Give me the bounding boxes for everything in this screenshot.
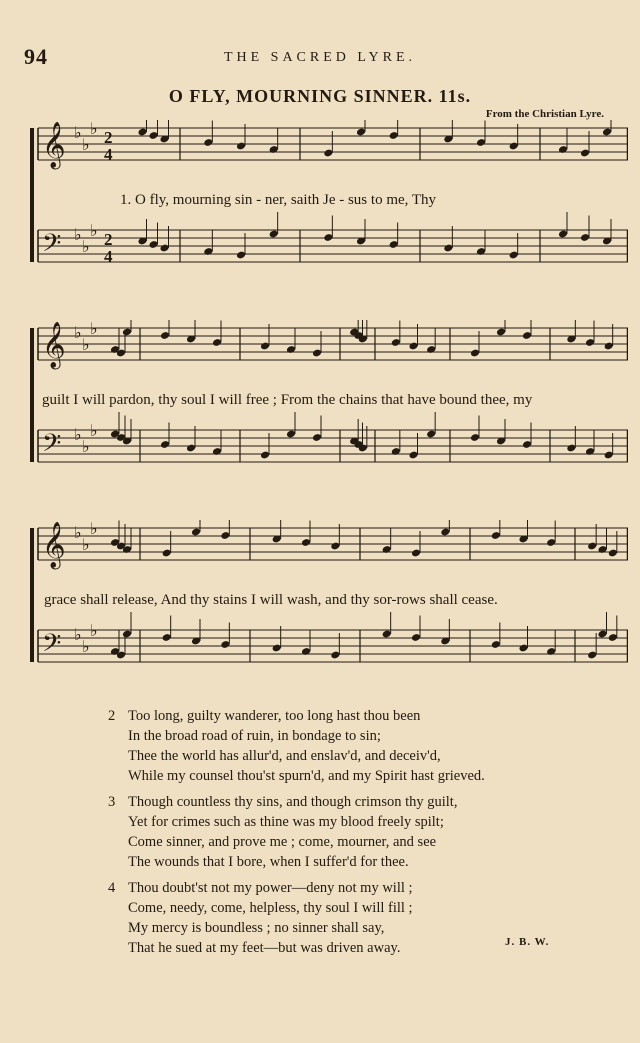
music-system-2 [30, 320, 628, 480]
treble-clef-icon: 𝄞 [42, 322, 66, 368]
stanza-line: Come, needy, come, helpless, thy soul I will fill ; [128, 900, 413, 916]
author-initials: J. B. W. [505, 936, 550, 948]
time-signature-top: 2 [104, 230, 113, 249]
tune-source: From the Christian Lyre. [485, 108, 604, 120]
stanza-line: That he sued at my feet—but was driven away. [128, 940, 401, 956]
stanza-line: Come sinner, and prove me ; come, mourner, and see [128, 834, 437, 850]
flat-icon: ♭ [74, 225, 82, 244]
stanza-number: 3 [108, 794, 116, 810]
lyric-line-1: 1. O fly, mourning sin - ner, saith Je - sus to me, Thy [120, 192, 437, 208]
stanza-4 [108, 878, 628, 958]
stanza-line: Yet for crimes such as thine was my blood freely spilt; [128, 814, 444, 830]
flat-icon: ♭ [82, 437, 90, 456]
time-signature-bottom: 4 [104, 247, 113, 266]
flat-icon: ♭ [74, 425, 82, 444]
flat-icon: ♭ [90, 621, 98, 640]
system-bracket [30, 128, 34, 262]
system-bracket [30, 528, 34, 662]
stanza-line: In the broad road of ruin, in bondage to sin; [128, 728, 381, 744]
time-signature-bottom: 4 [104, 145, 113, 164]
lyric-line-2: guilt I will pardon, thy soul I will free ; From the chains that have bound thee, my [42, 392, 533, 408]
flat-icon: ♭ [82, 237, 90, 256]
system-bracket [30, 328, 34, 462]
flat-icon: ♭ [82, 135, 90, 154]
stanza-line: Though countless thy sins, and though crimson thy guilt, [128, 794, 458, 810]
flat-icon: ♭ [90, 520, 98, 538]
flat-icon: ♭ [90, 221, 98, 240]
flat-icon: ♭ [90, 421, 98, 440]
flat-icon: ♭ [90, 120, 98, 138]
flat-icon: ♭ [74, 123, 82, 142]
bass-clef-icon: 𝄢 [42, 629, 62, 664]
flat-icon: ♭ [82, 637, 90, 656]
music-system-1 [30, 120, 628, 280]
flat-icon: ♭ [74, 323, 82, 342]
stanza-number: 2 [108, 708, 116, 724]
stanza-line: Too long, guilty wanderer, too long hast thou been [128, 708, 421, 724]
treble-clef-icon: 𝄞 [42, 522, 66, 568]
hymn-title: O FLY, MOURNING SINNER. 11s. [168, 86, 472, 106]
stanza-line: Thee the world has allur'd, and enslav'd, and deceiv'd, [128, 748, 441, 764]
stanza-line: My mercy is boundless ; no sinner shall say, [128, 920, 385, 936]
stanza-line: The wounds that I bore, when I suffer'd for thee. [128, 854, 409, 870]
lyric-line-3: grace shall release, And thy stains I will wash, and thy sor-rows shall cease. [44, 592, 498, 608]
flat-icon: ♭ [74, 523, 82, 542]
running-head: THE SACRED LYRE. [223, 50, 417, 65]
treble-clef-icon: 𝄞 [42, 122, 66, 168]
stanza-3 [108, 792, 628, 872]
bass-clef-icon: 𝄢 [42, 429, 62, 464]
page-number: 94 [24, 44, 48, 69]
flat-icon: ♭ [82, 535, 90, 554]
stanza-2 [108, 706, 628, 786]
stanza-number: 4 [108, 880, 116, 896]
stanza-line: While my counsel thou'st spurn'd, and my Spirit hast grieved. [128, 768, 485, 784]
bass-clef-icon: 𝄢 [42, 229, 62, 264]
stanza-line: Thou doubt'st not my power—deny not my will ; [128, 880, 413, 896]
flat-icon: ♭ [74, 625, 82, 644]
time-signature-top: 2 [104, 128, 113, 147]
flat-icon: ♭ [90, 320, 98, 338]
music-system-3 [30, 520, 628, 680]
flat-icon: ♭ [82, 335, 90, 354]
